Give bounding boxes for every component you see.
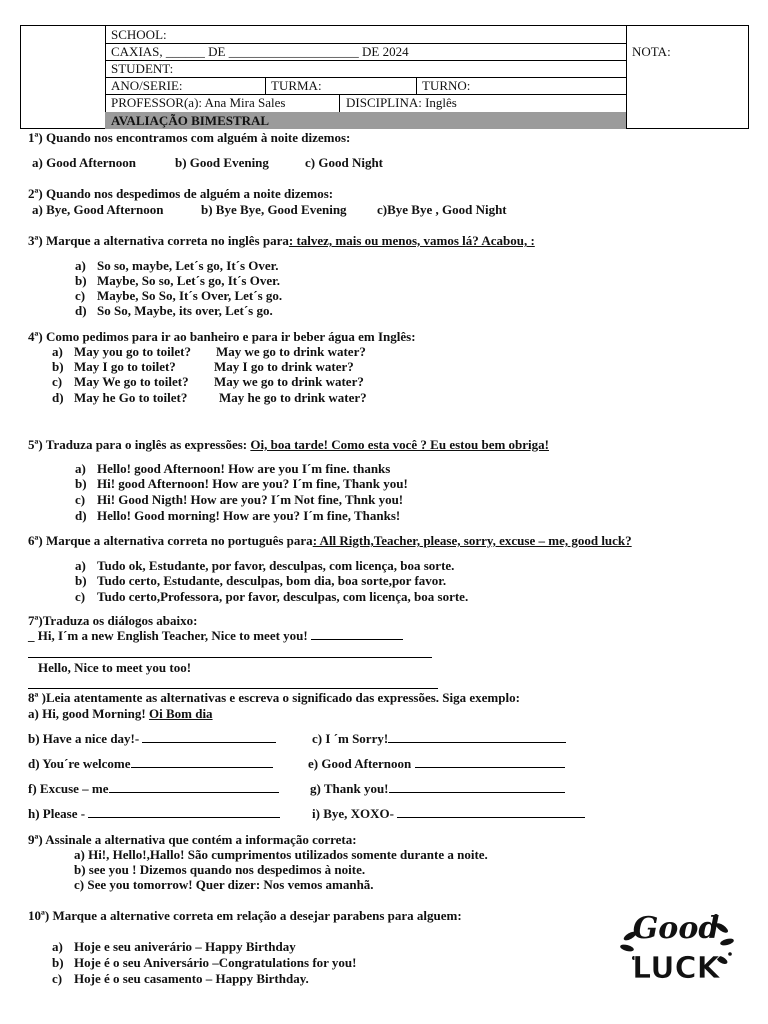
q10-option-c: Hoje é o seu casamento – Happy Birthday.: [74, 971, 309, 986]
school-field: SCHOOL:: [111, 27, 167, 42]
q6-option-a: Tudo ok, Estudante, por favor, desculpas, com licença, boa sorte.: [97, 558, 455, 573]
q5-option-d: Hello! Good morning! How are you? I´m fine, Thanks!: [97, 508, 401, 523]
answer-blank[interactable]: [415, 767, 565, 768]
q6-option-a-letter: a): [75, 558, 86, 573]
q4-option-c-2: May we go to drink water?: [214, 374, 364, 389]
answer-blank[interactable]: [397, 817, 585, 818]
q8-item-b: b) Have a nice day!-: [28, 731, 276, 747]
good-luck-logo: [618, 898, 736, 988]
q4-option-d-2: May he go to drink water?: [219, 390, 367, 405]
answer-blank[interactable]: [131, 767, 273, 768]
q5-question: 5ª) Traduza para o inglês as expressões: Oi, boa tarde! Como esta você ? Eu estou bem obriga!: [28, 437, 549, 452]
q2-option-b: b) Bye Bye, Good Evening: [201, 202, 347, 217]
q3-question: 3ª) Marque a alternativa correta no inglês para: talvez, mais ou menos, vamos lá? Acabou, :: [28, 233, 535, 248]
professor-field: PROFESSOR(a): Ana Mira Sales: [111, 95, 286, 110]
q4-option-b-letter: b): [52, 359, 64, 374]
q4-option-a-2: May we go to drink water?: [216, 344, 366, 359]
q2-option-a: a) Bye, Good Afternoon: [32, 202, 164, 217]
disciplina-field: DISCIPLINA: Inglês: [346, 95, 457, 110]
q3-option-b-letter: b): [75, 273, 87, 288]
answer-blank[interactable]: [388, 742, 566, 743]
q8-item-i: i) Bye, XOXO-: [312, 806, 585, 822]
q9-option-a: a) Hi!, Hello!,Hallo! São cumprimentos utilizados somente durante a noite.: [74, 847, 488, 862]
q1-question: 1ª) Quando nos encontramos com alguém à noite dizemos:: [28, 130, 351, 145]
q5-option-d-letter: d): [75, 508, 87, 523]
q8-item-f: f) Excuse – me: [28, 781, 279, 797]
q3-option-b: Maybe, So so, Let´s go, It´s Over.: [97, 273, 280, 288]
q8-item-e: e) Good Afternoon: [308, 756, 565, 772]
q7-line2: Hello, Nice to meet you too!: [38, 660, 192, 675]
q2-question: 2ª) Quando nos despedimos de alguém a noite dizemos:: [28, 186, 334, 201]
q6-option-c-letter: c): [75, 589, 86, 604]
q5-option-b-letter: b): [75, 476, 87, 491]
q4-option-d-letter: d): [52, 390, 64, 405]
answer-line[interactable]: [28, 657, 432, 658]
header-divider: [626, 26, 627, 128]
q2-option-c: c)Bye Bye , Good Night: [377, 202, 507, 217]
q8-question: 8ª )Leia atentamente as alternativas e escreva o significado das expressões. Siga exemplo:: [28, 690, 520, 705]
q10-option-a-letter: a): [52, 939, 63, 954]
logo-word-good: Good: [632, 911, 720, 946]
q10-option-c-letter: c): [52, 971, 63, 986]
q8-item-d: d) You´re welcome: [28, 756, 273, 772]
q4-option-a-1: May you go to toilet?: [74, 344, 191, 359]
ano-serie-field: ANO/SERIE:: [111, 78, 183, 93]
answer-blank[interactable]: [109, 792, 279, 793]
q4-option-b-2: May I go to drink water?: [214, 359, 354, 374]
q8-item-c: c) I ´m Sorry!: [312, 731, 566, 747]
header-table: [20, 25, 749, 129]
q6-option-b: Tudo certo, Estudante, desculpas, bom dia, boa sorte,por favor.: [97, 573, 447, 588]
q3-option-a: So so, maybe, Let´s go, It´s Over.: [97, 258, 279, 273]
answer-blank[interactable]: [389, 792, 565, 793]
city-date-field: CAXIAS, ______ DE ____________________ DE 2024: [111, 44, 409, 59]
q6-option-b-letter: b): [75, 573, 87, 588]
q9-option-b: b) see you ! Dizemos quando nos despedimos à noite.: [74, 862, 366, 877]
q5-option-c-letter: c): [75, 492, 86, 507]
q4-option-a-letter: a): [52, 344, 63, 359]
q3-option-a-letter: a): [75, 258, 86, 273]
q3-option-d-letter: d): [75, 303, 87, 318]
q4-option-b-1: May I go to toilet?: [74, 359, 176, 374]
q10-option-a: Hoje e seu aniverário – Happy Birthday: [74, 939, 296, 954]
q9-option-c: c) See you tomorrow! Quer dizer: Nos vemos amanhã.: [74, 877, 374, 892]
answer-line[interactable]: [28, 688, 438, 689]
q3-option-d: So So, Maybe, its over, Let´s go.: [97, 303, 273, 318]
q10-question: 10ª) Marque a alternative correta em relação a desejar parabens para alguem:: [28, 908, 462, 923]
q5-option-b: Hi! good Afternoon! How are you? I´m fine, Thank you!: [97, 476, 408, 491]
avaliacao-title: AVALIAÇÃO BIMESTRAL: [111, 113, 270, 128]
q3-option-c: Maybe, So So, It´s Over, Let´s go.: [97, 288, 283, 303]
turma-field: TURMA:: [271, 78, 322, 93]
q8-example: a) Hi, good Morning! Oi Bom dia: [28, 706, 213, 721]
answer-blank[interactable]: [88, 817, 280, 818]
q3-option-c-letter: c): [75, 288, 86, 303]
q8-item-g: g) Thank you!: [310, 781, 565, 797]
good-luck-logo-art: [618, 898, 736, 988]
student-field: STUDENT:: [111, 61, 174, 76]
nota-label: NOTA:: [632, 44, 671, 59]
q10-option-b: Hoje é o seu Aniversário –Congratulations for you!: [74, 955, 357, 970]
q7-question: 7ª)Traduza os diálogos abaixo:: [28, 613, 198, 628]
q1-option-c: c) Good Night: [305, 155, 383, 170]
q9-question: 9ª) Assinale a alternativa que contém a informação correta:: [28, 832, 357, 847]
q4-question: 4ª) Como pedimos para ir ao banheiro e para ir beber água em Inglês:: [28, 329, 416, 344]
logo-word-luck: LUCK: [632, 951, 720, 986]
q10-option-b-letter: b): [52, 955, 64, 970]
q6-option-c: Tudo certo,Professora, por favor, desculpas, com licença, boa sorte.: [97, 589, 469, 604]
q5-option-c: Hi! Good Nigth! How are you? I´m Not fine, Thnk you!: [97, 492, 404, 507]
q1-option-b: b) Good Evening: [175, 155, 269, 170]
answer-blank[interactable]: [142, 742, 276, 743]
q5-option-a: Hello! good Afternoon! How are you I´m fine. thanks: [97, 461, 391, 476]
turno-field: TURNO:: [422, 78, 471, 93]
q7-line1: _ Hi, I´m a new English Teacher, Nice to meet you!: [28, 628, 403, 644]
q5-option-a-letter: a): [75, 461, 86, 476]
q4-option-c-1: May We go to toilet?: [74, 374, 189, 389]
q6-question: 6ª) Marque a alternativa correta no português para: All Rigth,Teacher, please, sorry, excuse – me, good luck?: [28, 533, 632, 548]
q4-option-d-1: May he Go to toilet?: [74, 390, 188, 405]
q8-item-h: h) Please -: [28, 806, 280, 822]
answer-blank[interactable]: [311, 639, 403, 640]
q1-option-a: a) Good Afternoon: [32, 155, 136, 170]
q4-option-c-letter: c): [52, 374, 63, 389]
